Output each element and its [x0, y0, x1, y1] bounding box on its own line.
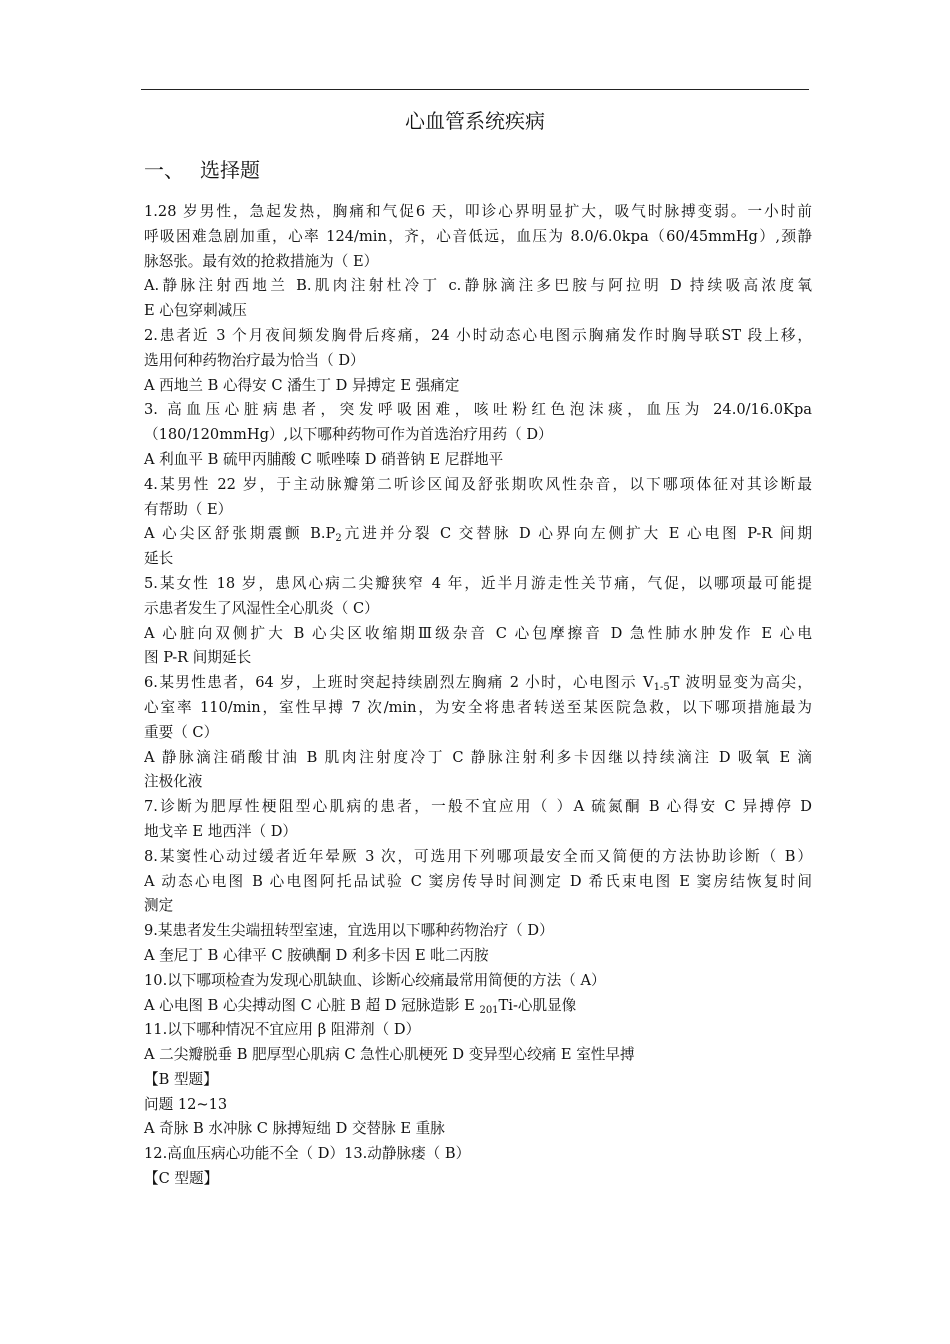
line-text: A 心电图 B 心尖搏动图 C 心脏 B 超 D 冠脉造影 E — [144, 996, 480, 1014]
text-line — [144, 398, 812, 423]
section-heading — [144, 155, 260, 185]
section-label: 选择题 — [200, 158, 260, 182]
text-line — [144, 870, 812, 895]
line-text: 【C 型题】 — [144, 1170, 219, 1188]
line-text: 地戈辛 E 地西泮（ D） — [144, 822, 298, 840]
line-text: 选用何种药物治疗最为恰当（ D） — [144, 351, 365, 369]
line-text: A 奎尼丁 B 心律平 C 胺碘酮 D 利多卡因 E 吡二丙胺 — [144, 946, 489, 964]
text-line — [144, 572, 812, 597]
line-text: 5.某女性 18 岁，患风心病二尖瓣狭窄 4 年，近半月游走性关节痛，气促，以哪项最可能提 — [144, 574, 812, 592]
line-text: 问题 12~13 — [144, 1095, 228, 1113]
line-text: 图 P-R 间期延长 — [144, 649, 252, 667]
line-subscript: 1-5 — [653, 682, 670, 694]
text-line — [144, 721, 812, 746]
text-line — [144, 1117, 812, 1142]
line-text: A 西地兰 B 心得安 C 潘生丁 D 异搏定 E 强痛定 — [144, 376, 460, 394]
text-line — [144, 1018, 812, 1043]
text-line — [144, 969, 812, 994]
line-text: 6.某男性患者，64 岁，上班时突起持续剧烈左胸痛 2 小时，心电图示 V — [144, 674, 654, 692]
line-text-tail: 亢进并分裂 C 交替脉 D 心界向左侧扩大 E 心电图 P-R 间期 — [341, 525, 812, 543]
line-text: 10.以下哪项检查为发现心肌缺血、诊断心绞痛最常用简便的方法（ A） — [144, 971, 606, 989]
line-text-tail: T 波明显变为高尖， — [669, 674, 812, 692]
text-line — [144, 225, 812, 250]
text-line — [144, 448, 812, 473]
text-line — [144, 473, 812, 498]
line-text: 4.某男性 22 岁，于主动脉瓣第二听诊区闻及舒张期吹风性杂音，以下哪项体征对其诊断最 — [144, 475, 812, 493]
section-number: 一、 — [144, 158, 184, 182]
text-line — [144, 547, 812, 572]
text-line — [144, 324, 812, 349]
line-text: A 动态心电图 B 心电图阿托品试验 C 窦房传导时间测定 D 希氏束电图 E 窦房结恢复时间 — [144, 872, 812, 890]
text-line — [144, 770, 812, 795]
line-text: A 奇脉 B 水冲脉 C 脉搏短绌 D 交替脉 E 重脉 — [144, 1120, 445, 1138]
text-line — [144, 944, 812, 969]
text-line — [144, 498, 812, 523]
line-text: 测定 — [144, 897, 174, 915]
line-subscript: 201 — [479, 1004, 499, 1016]
line-text: 示患者发生了风湿性全心肌炎（ C） — [144, 599, 379, 617]
text-line — [144, 845, 812, 870]
text-line — [144, 795, 812, 820]
text-line — [144, 1068, 812, 1093]
text-line — [144, 200, 812, 225]
text-line — [144, 622, 812, 647]
line-text: A 利血平 B 硫甲丙脯酸 C 哌唑嗪 D 硝普钠 E 尼群地平 — [144, 450, 504, 468]
line-text: E 心包穿刺减压 — [144, 302, 247, 320]
text-line — [144, 696, 812, 721]
line-text: 9.某患者发生尖端扭转型室速，宜选用以下哪种药物治疗（ D） — [144, 922, 554, 940]
text-line — [144, 894, 812, 919]
text-line — [144, 299, 812, 324]
line-text: 注极化液 — [144, 773, 203, 791]
text-line — [144, 994, 812, 1019]
line-text: A 心尖区舒张期震颤 B.P — [144, 525, 336, 543]
text-line — [144, 274, 812, 299]
text-line — [144, 1093, 812, 1118]
line-text: A 静脉滴注硝酸甘油 B 肌肉注射度冷丁 C 静脉注射利多卡因继以持续滴注 D 吸氧 E 滴 — [144, 748, 812, 766]
line-text: 呼吸困难急剧加重，心率 124/min，齐，心音低远，血压为 8.0/6.0kpa（60/45mmHg）,颈静 — [144, 227, 812, 245]
text-line — [144, 1043, 812, 1068]
text-line — [144, 646, 812, 671]
text-line — [144, 820, 812, 845]
text-line — [144, 597, 812, 622]
line-text: 11.以下哪种情况不宜应用 β 阻滞剂（ D） — [144, 1021, 421, 1039]
line-text: 1.28 岁男性，急起发热，胸痛和气促6 天，叩诊心界明显扩大，吸气时脉搏变弱。一小时前 — [144, 203, 812, 220]
line-text-tail: Ti-心肌显像 — [498, 996, 577, 1014]
question-body — [144, 200, 812, 1192]
line-subscript: 2 — [335, 533, 342, 545]
text-line — [144, 746, 812, 771]
text-line — [144, 522, 812, 547]
line-text: A.静脉注射西地兰 B.肌肉注射杜冷丁 c.静脉滴注多巴胺与阿拉明 D 持续吸高浓度氧 — [144, 277, 812, 295]
line-text: 2.患者近 3 个月夜间频发胸骨后疼痛，24 小时动态心电图示胸痛发作时胸导联ST 段上移， — [144, 326, 812, 344]
line-text: A 二尖瓣脱垂 B 肥厚型心肌病 C 急性心肌梗死 D 变异型心绞痛 E 室性早搏 — [144, 1046, 635, 1064]
text-line — [144, 250, 812, 275]
text-line — [144, 349, 812, 374]
line-text: A 心脏向双侧扩大 B 心尖区收缩期Ⅲ级杂音 C 心包摩擦音 D 急性肺水肿发作 E 心电 — [144, 624, 812, 642]
line-text: 【B 型题】 — [144, 1070, 218, 1088]
line-text: 8.某窦性心动过缓者近年晕厥 3 次，可选用下列哪项最安全而又简便的方法协助诊断（ B） — [144, 847, 812, 865]
line-text: 重要（ C） — [144, 723, 219, 741]
line-text: （180/120mmHg）,以下哪种药物可作为首选治疗用药（ D） — [144, 426, 553, 444]
line-text: 3. 高血压心脏病患者，突发呼吸困难，咳吐粉红色泡沫痰，血压为 24.0/16.0Kpa — [144, 401, 812, 419]
line-text: 延长 — [144, 550, 174, 568]
line-text: 脉怒张。最有效的抢救措施为（ E） — [144, 252, 379, 270]
line-text: 有帮助（ E） — [144, 500, 233, 518]
text-line — [144, 919, 812, 944]
text-line — [144, 1167, 812, 1192]
text-line — [144, 423, 812, 448]
line-text: 12.高血压病心功能不全（ D）13.动静脉瘘（ B） — [144, 1145, 471, 1163]
line-text: 心室率 110/min，室性早搏 7 次/min，为安全将患者转送至某医院急救，以下哪项措施最为 — [144, 698, 812, 716]
text-line — [144, 671, 812, 696]
document-title: 心血管系统疾病 — [405, 109, 545, 133]
text-line — [144, 374, 812, 399]
line-text: 7.诊断为肥厚性梗阻型心肌病的患者，一般不宜应用（ ）A 硫氮酮 B 心得安 C 异搏停 D — [144, 798, 812, 816]
text-line — [144, 1142, 812, 1167]
header-rule — [141, 89, 809, 90]
